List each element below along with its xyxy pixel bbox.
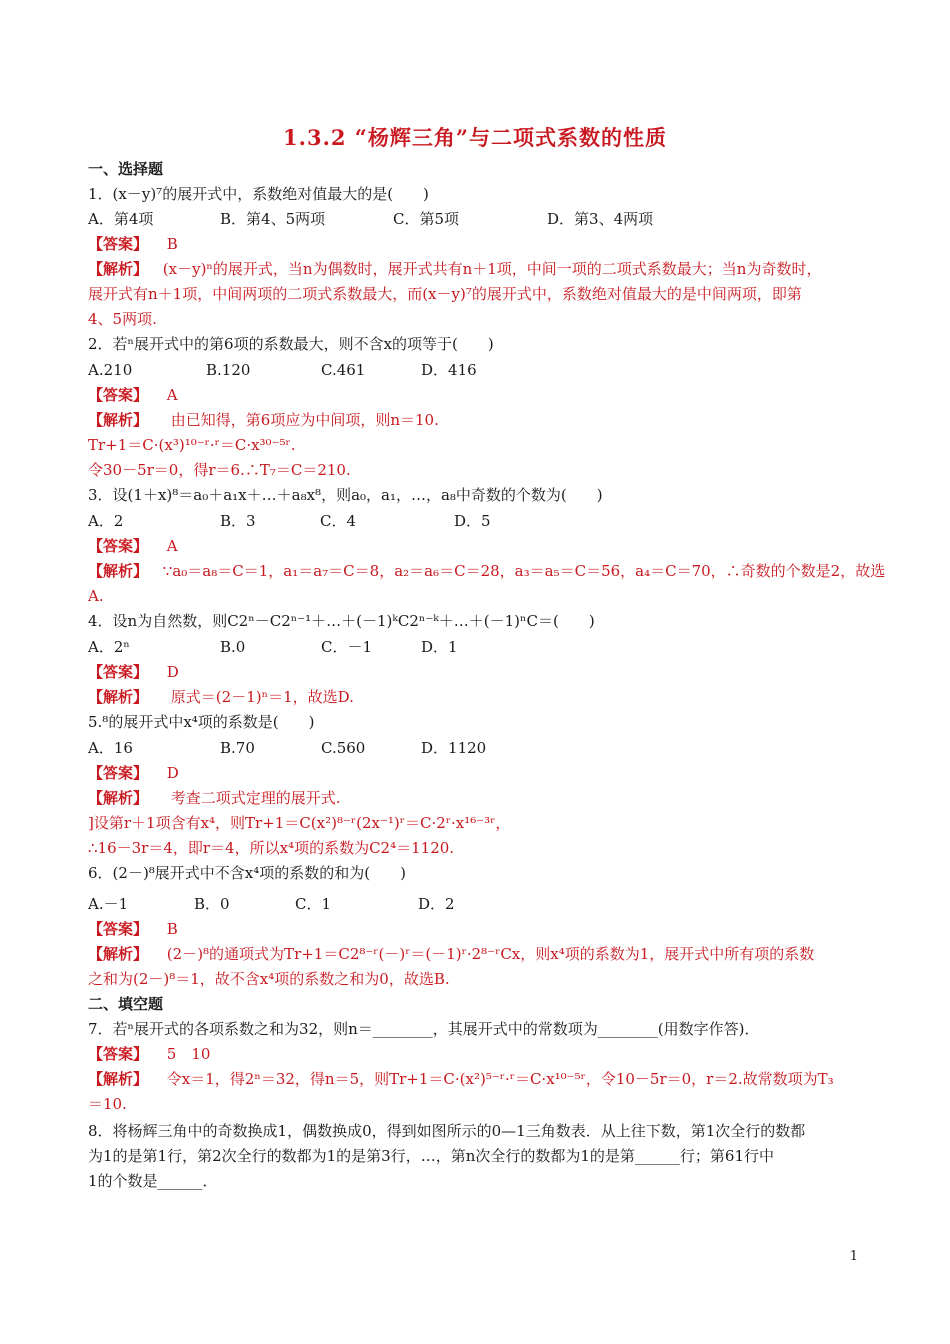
- question-5-analysis-2: ]设第r＋1项含有x⁴，则Tr+1＝C(x²)⁸⁻ʳ(2x⁻¹)ʳ＝C·2ʳ·x¹⁶⁻³ʳ，: [88, 814, 511, 832]
- option-d: D．2: [418, 895, 455, 913]
- answer-tag: 【答案】: [88, 764, 149, 782]
- question-2-analysis-3: 令30－5r＝0，得r＝6.∴T₇＝C＝210.: [88, 461, 351, 479]
- question-6-options: [88, 893, 868, 915]
- option-c: C.461: [321, 361, 366, 379]
- analysis-text: 原式＝(2－1)ⁿ＝1，故选D.: [170, 688, 354, 706]
- question-5-stem: 5.⁸的展开式中x⁴项的系数是( ): [88, 713, 315, 731]
- analysis-tag: 【解析】: [88, 688, 149, 706]
- question-1-options: [88, 208, 868, 230]
- question-6-analysis-2: 之和为(2－)⁸＝1，故不含x⁴项的系数之和为0，故选B.: [88, 970, 450, 988]
- answer-value: B: [166, 920, 178, 938]
- question-3-options: [88, 510, 868, 532]
- answer-tag: 【答案】: [88, 663, 149, 681]
- question-3-answer: [88, 535, 178, 557]
- answer-value: D: [166, 764, 179, 782]
- question-4-options: [88, 636, 868, 658]
- option-a: A.210: [88, 361, 133, 379]
- option-c: C．－1: [321, 638, 373, 656]
- answer-value: A: [166, 537, 178, 555]
- question-1-stem: 1．(x－y)⁷的展开式中，系数绝对值最大的是( ): [88, 185, 429, 203]
- question-3-analysis-2: A.: [88, 587, 104, 605]
- question-7-analysis-1: [88, 1068, 834, 1090]
- option-a: A.－1: [88, 895, 129, 913]
- question-8-stem-2: 为1的是第1行，第2次全行的数都为1的是第3行，…，第n次全行的数都为1的是第______行；第61行中: [88, 1147, 775, 1165]
- answer-tag: 【答案】: [88, 386, 149, 404]
- option-c: C.560: [321, 739, 366, 757]
- question-5-answer: [88, 762, 179, 784]
- question-6-answer: [88, 918, 178, 940]
- answer-tag: 【答案】: [88, 537, 149, 555]
- question-4-stem: 4．设n为自然数，则C2ⁿ－C2ⁿ⁻¹＋…＋(－1)ᵏC2ⁿ⁻ᵏ＋…＋(－1)ⁿC＝( ): [88, 612, 595, 630]
- option-b: B．0: [194, 895, 230, 913]
- analysis-text: 考查二项式定理的展开式.: [170, 789, 341, 807]
- question-7-stem: 7．若ⁿ展开式的各项系数之和为32，则n＝________，其展开式中的常数项为________(用数字作答)．: [88, 1020, 760, 1038]
- analysis-tag: 【解析】: [88, 411, 149, 429]
- question-5-options: [88, 737, 868, 759]
- question-4-answer: [88, 661, 179, 683]
- option-a: A．16: [88, 739, 133, 757]
- question-4-analysis-1: [88, 686, 354, 708]
- section-heading-fill: 二、填空题: [88, 995, 164, 1013]
- answer-tag: 【答案】: [88, 920, 149, 938]
- option-b: B.70: [220, 739, 255, 757]
- analysis-text: 由已知得，第6项应为中间项，则n＝10.: [170, 411, 439, 429]
- question-1-analysis-3: 4、5两项.: [88, 310, 157, 328]
- option-b: B.120: [206, 361, 251, 379]
- option-b: B．第4、5两项: [220, 210, 326, 228]
- option-d: D．416: [421, 361, 477, 379]
- answer-value: A: [166, 386, 178, 404]
- option-d: D．1120: [421, 739, 487, 757]
- option-d: D．第3、4两项: [547, 210, 654, 228]
- question-5-analysis-3: ∴16－3r＝4，即r＝4，所以x⁴项的系数为C2⁴＝1120.: [88, 839, 455, 857]
- question-7-analysis-2: ＝10.: [88, 1095, 127, 1113]
- question-8-stem-3: 1的个数是______．: [88, 1172, 218, 1190]
- answer-tag: 【答案】: [88, 1045, 149, 1063]
- analysis-tag: 【解析】: [88, 789, 149, 807]
- option-d: D．5: [454, 512, 491, 530]
- analysis-tag: 【解析】: [88, 945, 149, 963]
- page-number: 1: [849, 1249, 858, 1264]
- analysis-tag: 【解析】: [88, 1070, 149, 1088]
- option-b: B．3: [220, 512, 256, 530]
- question-5-analysis-1: [88, 787, 341, 809]
- answer-value: B: [166, 235, 178, 253]
- answer-value: D: [166, 663, 179, 681]
- question-6-analysis-1: [88, 943, 814, 965]
- question-2-stem: 2．若ⁿ展开式中的第6项的系数最大，则不含x的项等于( ): [88, 335, 494, 353]
- option-c: C．第5项: [393, 210, 460, 228]
- option-a: A．第4项: [88, 210, 154, 228]
- question-1-analysis-1: [88, 258, 821, 280]
- question-3-stem: 3．设(1＋x)⁸＝a₀＋a₁x＋…＋a₈x⁸，则a₀，a₁，…，a₈中奇数的个数为( ): [88, 486, 603, 504]
- question-2-analysis-1: [88, 409, 439, 431]
- option-b: B.0: [220, 638, 246, 656]
- answer-tag: 【答案】: [88, 235, 149, 253]
- option-d: D．1: [421, 638, 458, 656]
- question-2-answer: [88, 384, 178, 406]
- option-a: A．2: [88, 512, 124, 530]
- section-heading-choice: 一、选择题: [88, 160, 164, 178]
- analysis-text: (2－)⁸的通项式为Tr+1＝C2⁸⁻ʳ(－)ʳ＝(－1)ʳ·2⁸⁻ʳCx，则x⁴项的系数为1，展开式中所有项的系数: [166, 945, 815, 963]
- page-title: 1.3.2 “杨辉三角”与二项式系数的性质: [283, 125, 667, 150]
- analysis-text: ∵a₀＝a₈＝C＝1，a₁＝a₇＝C＝8，a₂＝a₆＝C＝28，a₃＝a₅＝C＝56，a₄＝C＝70，∴奇数的个数是2，故选: [162, 562, 886, 580]
- question-8-stem-1: 8．将杨辉三角中的奇数换成1，偶数换成0，得到如图所示的0—1三角数表．从上往下数，第1次全行的数都: [88, 1122, 806, 1140]
- question-1-analysis-2: 展开式有n＋1项，中间两项的二项式系数最大，而(x－y)⁷的展开式中，系数绝对值最大的是中间两项，即第: [88, 285, 802, 303]
- analysis-tag: 【解析】: [88, 260, 149, 278]
- question-3-analysis-1: [88, 560, 885, 582]
- question-7-answer: [88, 1043, 210, 1065]
- analysis-text: (x－y)ⁿ的展开式，当n为偶数时，展开式共有n＋1项，中间一项的二项式系数最大；当n为奇数时，: [162, 260, 822, 278]
- question-1-answer: [88, 233, 178, 255]
- analysis-text: 令x＝1，得2ⁿ＝32，得n＝5，则Tr+1＝C·(x²)⁵⁻ʳ·ʳ＝C·x¹⁰⁻⁵ʳ，令10－5r＝0，r＝2.故常数项为T₃: [166, 1070, 834, 1088]
- option-c: C．1: [295, 895, 332, 913]
- option-c: C．4: [320, 512, 357, 530]
- option-a: A．2ⁿ: [88, 638, 130, 656]
- analysis-tag: 【解析】: [88, 562, 149, 580]
- question-6-stem: 6．(2－)⁸展开式中不含x⁴项的系数的和为( ): [88, 864, 406, 882]
- answer-value: 5 10: [166, 1045, 211, 1063]
- question-2-options: [88, 359, 868, 381]
- question-2-analysis-2: Tr+1＝C·(x³)¹⁰⁻ʳ·ʳ＝C·x³⁰⁻⁵ʳ.: [88, 436, 296, 454]
